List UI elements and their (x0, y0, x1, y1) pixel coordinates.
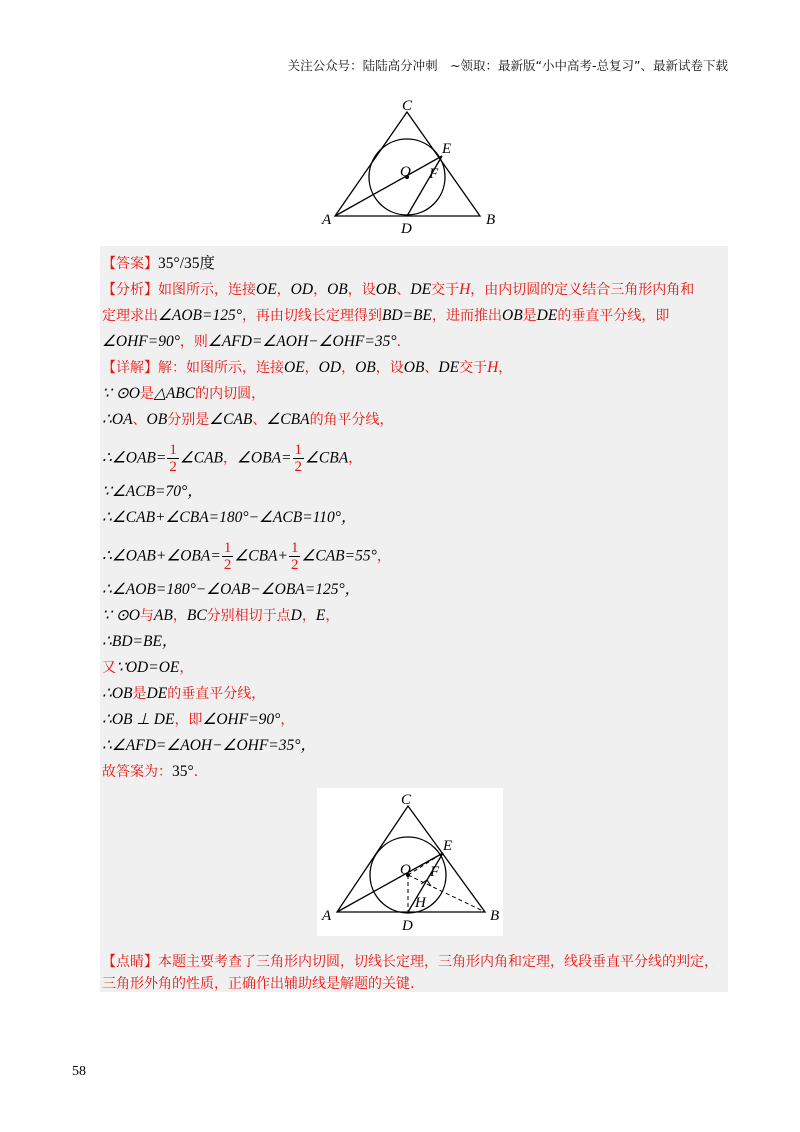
math: OB (146, 411, 168, 428)
numerator: 1 (290, 540, 299, 556)
math: ∴OB ⊥ DE (102, 711, 175, 728)
text: 是 (139, 386, 154, 402)
answer-tag: 【答案】 (102, 256, 158, 272)
figure-triangle-incircle-auxiliary (317, 788, 503, 936)
text: ，由内切圆的定义结合三角形内角和 (470, 282, 695, 298)
detail-line-2 (102, 384, 265, 404)
label-e-2: E (443, 838, 453, 854)
figure-triangle-incircle (315, 96, 507, 238)
text: 本题主要考查了三角形内切圆，切线长定理，三角形内角和定理，线段垂直平分线的判定， (158, 954, 718, 970)
denominator: 2 (223, 557, 232, 573)
text: 与 (139, 608, 154, 624)
math: BC (186, 607, 207, 624)
text: ， (325, 608, 340, 624)
math: AB (153, 607, 173, 624)
math: OB (375, 281, 397, 298)
math: ∠OBA= (237, 449, 292, 467)
detail-line-6 (102, 508, 356, 528)
text: 是 (132, 686, 147, 702)
fraction-half (167, 442, 179, 475)
detail-line-12 (102, 684, 265, 704)
text: ， (313, 282, 328, 298)
math: ∴∠OAB+∠OBA= (102, 547, 221, 565)
math: ∵ ⊙O (102, 385, 140, 402)
math: OB (355, 359, 376, 376)
math: ∴BD=BE， (102, 633, 178, 650)
math: ∠CAB (209, 411, 253, 428)
math: DE (536, 307, 558, 324)
label-a: A (322, 212, 332, 228)
text: 分别是 (167, 412, 210, 428)
math: DE (438, 359, 460, 376)
text: ，即 (174, 712, 203, 728)
math: ∴OB (102, 685, 133, 702)
numerator: 1 (294, 442, 303, 458)
label-d: D (401, 221, 412, 237)
text: ， (172, 608, 187, 624)
text: ， (304, 360, 319, 376)
text: ， (341, 360, 356, 376)
detail-line-8 (102, 580, 360, 600)
analysis-line-3 (102, 332, 401, 352)
math: ∴∠AOB=180°−∠OAB−∠OBA=125°， (102, 581, 361, 598)
label-c: C (402, 98, 413, 114)
answer-line (102, 254, 215, 274)
math: ∴∠OAB= (102, 449, 167, 467)
detail-tag: 【详解】 (102, 360, 158, 376)
text: 交于 (459, 360, 488, 376)
text: ，设 (375, 360, 404, 376)
label-e: E (442, 141, 452, 157)
text: ， (276, 282, 291, 298)
math: OB (502, 307, 523, 324)
triangle-abc-2 (337, 806, 485, 913)
detail-line-5 (102, 482, 203, 502)
detail-line-9 (102, 606, 339, 626)
text: 的角平分线， (309, 412, 394, 428)
math: ∵∠ACB=70°， (102, 483, 203, 500)
text: 定理求出 (102, 308, 158, 324)
math: ∠CAB=55° (301, 547, 377, 565)
text: ，进而推出 (432, 308, 502, 324)
math: ∠CBA+ (234, 547, 288, 565)
text: ， (223, 450, 238, 467)
math: H (459, 281, 471, 298)
denominator: 2 (294, 459, 303, 475)
math: OB (403, 359, 425, 376)
math: OE (284, 359, 305, 376)
math: D (290, 607, 302, 624)
text: ，再由切线长定理得到 (241, 308, 382, 324)
denominator: 2 (169, 459, 177, 475)
math: DE (146, 685, 168, 702)
math: OD (318, 359, 342, 376)
detail-line-4 (102, 442, 362, 475)
text: 分别相切于点 (206, 608, 291, 624)
math: ∠CBA (305, 449, 349, 467)
math: ∠AOB=125° (158, 307, 242, 324)
label-o-2: O (400, 862, 411, 878)
analysis-tag: 【分析】 (102, 282, 158, 298)
label-h-2: H (415, 895, 426, 911)
math: H (487, 359, 499, 376)
label-f-2: F (430, 864, 440, 880)
text: ， (376, 548, 391, 565)
math: BD=BE (381, 307, 432, 324)
answer-value: 35°/35度 (158, 255, 216, 272)
page-number: 58 (72, 1064, 86, 1079)
comment-tag: 【点睛】 (102, 954, 158, 970)
detail-line-13 (102, 710, 294, 730)
math: ∴∠CAB+∠CBA=180°−∠ACB=110°， (102, 509, 357, 526)
text: 、 (252, 412, 267, 428)
fraction-half (289, 540, 301, 573)
comment-line-2 (102, 974, 414, 994)
text: ， (498, 360, 513, 376)
text: ， (179, 660, 194, 676)
text: ，则 (179, 334, 208, 350)
math: OB (327, 281, 348, 298)
math: ∠AFD=∠AOH−∠OHF=35° (207, 333, 397, 350)
text: 的垂直平分线，即 (557, 308, 670, 324)
math: OE (256, 281, 277, 298)
detail-line-3 (102, 410, 394, 430)
detail-line-7 (102, 540, 391, 573)
denominator: 2 (290, 557, 299, 573)
math: ∠CBA (266, 411, 310, 428)
label-a-2: A (322, 908, 332, 924)
math: ∠OHF=90° (202, 711, 281, 728)
label-b: B (486, 212, 496, 228)
detail-line-10 (102, 632, 177, 652)
label-f: F (429, 166, 439, 182)
text: 、 (396, 282, 411, 298)
text: 是 (522, 308, 537, 324)
detail-line-15 (102, 762, 198, 782)
text: 、 (132, 412, 147, 428)
label-o: O (400, 164, 411, 180)
math: E (315, 607, 326, 624)
fraction-half (222, 540, 234, 573)
math: DE (410, 281, 432, 298)
numerator: 1 (169, 442, 177, 458)
page-header: 关注公众号：陆陆高分冲刺 ~领取：最新版“小中高考-总复习”、最新试卷下载 (287, 58, 728, 73)
math: ∠OHF=90° (102, 333, 180, 350)
text: 的垂直平分线， (167, 686, 266, 702)
text: 故答案为： (102, 764, 172, 780)
text: ，设 (347, 282, 376, 298)
math: OD (290, 281, 314, 298)
text: 又 (102, 660, 116, 676)
text: 交于 (431, 282, 460, 298)
text: 三角形外角的性质，正确作出辅助线是解题的关键. (102, 976, 415, 992)
analysis-line-1 (102, 280, 694, 300)
fraction-half (293, 442, 305, 475)
math: ∵OD=OE (116, 659, 180, 676)
comment-line-1 (102, 952, 718, 972)
text: 、 (424, 360, 439, 376)
analysis-line-2 (102, 306, 669, 326)
text: ， (280, 712, 295, 728)
math: ∴∠AFD=∠AOH−∠OHF=35°， (102, 737, 316, 754)
text: . (396, 334, 401, 350)
math: OA (111, 411, 133, 428)
text: ， (301, 608, 316, 624)
label-d-2: D (402, 918, 413, 934)
math: 35° (172, 763, 194, 780)
detail-line-1 (102, 358, 512, 378)
label-b-2: B (490, 908, 500, 924)
text: 解：如图所示，连接 (158, 360, 284, 376)
math: ∠CAB (179, 449, 224, 467)
math: ∵ ⊙O (102, 607, 140, 624)
detail-line-11 (102, 658, 193, 678)
text: 如图所示，连接 (158, 282, 256, 298)
text: ， (348, 450, 363, 467)
text: . (193, 764, 199, 780)
math: △ABC (153, 385, 196, 402)
text: 的内切圆， (195, 386, 266, 402)
detail-line-14 (102, 736, 316, 756)
math: ∴ (102, 411, 112, 428)
label-c-2: C (401, 792, 412, 808)
numerator: 1 (223, 540, 232, 556)
